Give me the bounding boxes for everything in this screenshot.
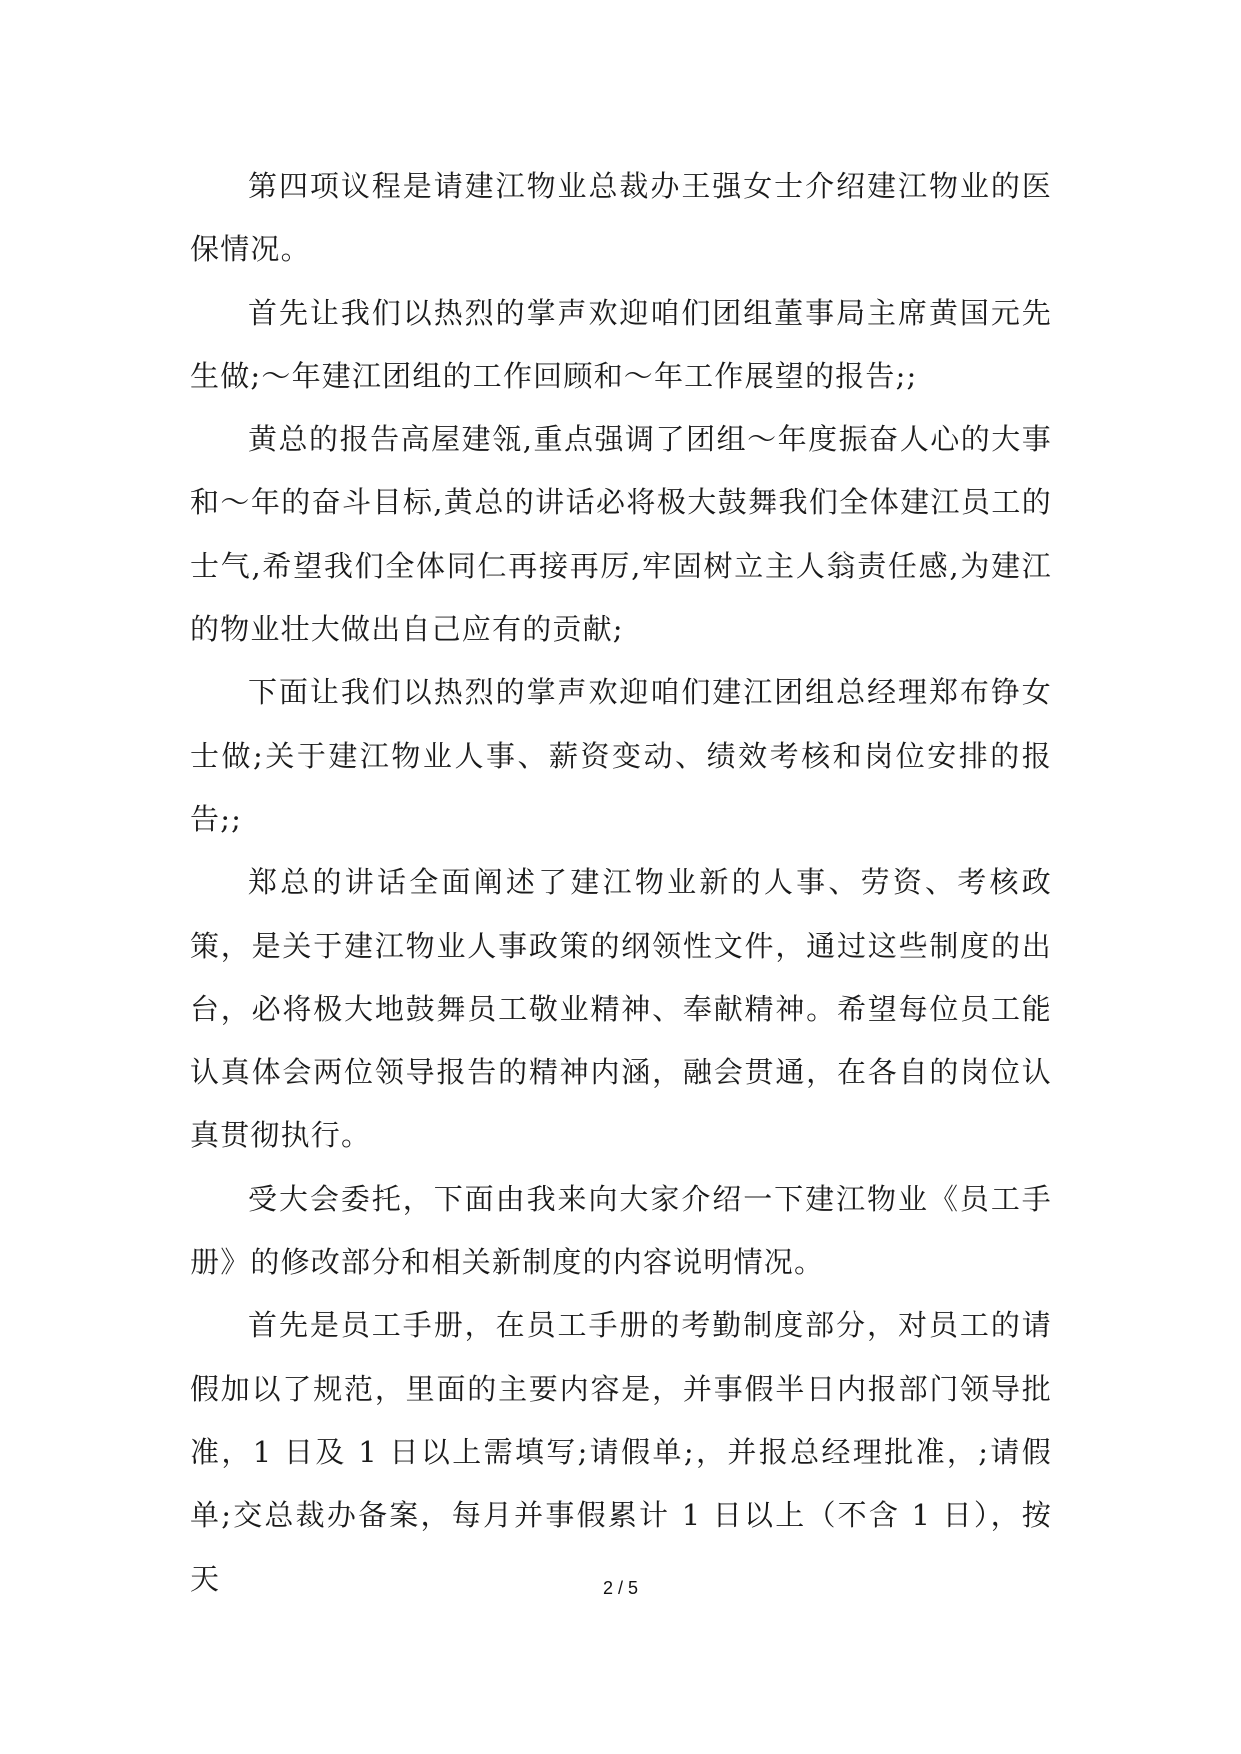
paragraph-chairman-report-intro: 首先让我们以热烈的掌声欢迎咱们团组董事局主席黄国元先生做;～年建江团组的工作回顾和～年工作展望的报告;;: [190, 295, 1052, 393]
page-number: 2 / 5: [602, 1578, 639, 1598]
paragraph-agenda-item-four: 第四项议程是请建江物业总裁办王强女士介绍建江物业的医保情况。: [190, 169, 1052, 267]
paragraph-general-manager-report-intro: 下面让我们以热烈的掌声欢迎咱们建江团组总经理郑布铮女士做;关于建江物业人事、薪资变动、绩效考核和岗位安排的报告;;: [190, 675, 1052, 836]
paragraph-chairman-report-summary: 黄总的报告高屋建瓴,重点强调了团组～年度振奋人心的大事和～年的奋斗目标,黄总的讲话必将极大鼓舞我们全体建江员工的士气,希望我们全体同仁再接再厉,牢固树立主人翁责任感,为建江的物业壮大做出自己应有的贡献;: [190, 422, 1052, 647]
document-body: [190, 155, 1052, 1611]
paragraph-general-manager-report-summary: 郑总的讲话全面阐述了建江物业新的人事、劳资、考核政策，是关于建江物业人事政策的纲领性文件，通过这些制度的出台，必将极大地鼓舞员工敬业精神、奉献精神。希望每位员工能认真体会两位领导报告的精神内涵，融会贯通，在各自的岗位认真贯彻执行。: [190, 865, 1052, 1153]
paragraph-handbook-attendance: 首先是员工手册，在员工手册的考勤制度部分，对员工的请假加以了规范，里面的主要内容是，并事假半日内报部门领导批准，1 日及 1 日以上需填写;请假单;，并报总经理批准，;请假单;交总裁办备案，每月并事假累计 1 日以上（不含 1 日），按天: [190, 1308, 1052, 1596]
paragraph-handbook-intro: 受大会委托，下面由我来向大家介绍一下建江物业《员工手册》的修改部分和相关新制度的内容说明情况。: [190, 1181, 1052, 1280]
